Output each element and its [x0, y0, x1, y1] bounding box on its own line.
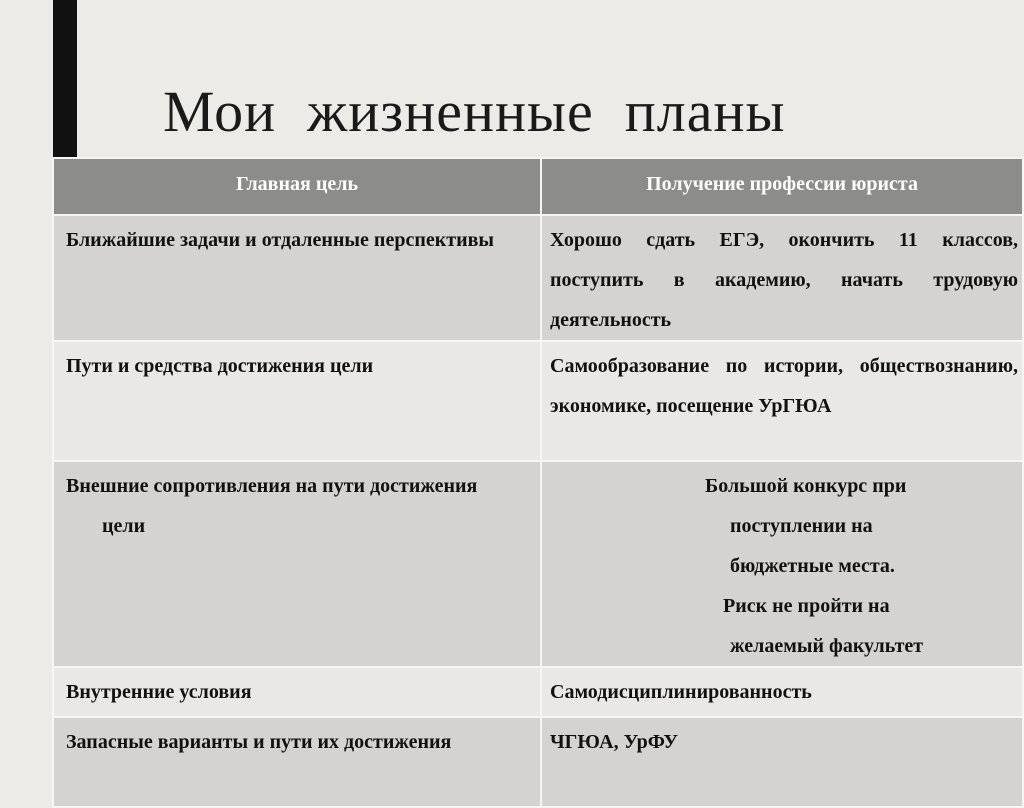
table-row	[53, 341, 1023, 461]
table-row	[53, 717, 1023, 807]
table-row	[53, 461, 1023, 667]
table-header-row	[53, 158, 1023, 215]
table-row	[53, 667, 1023, 717]
row-value: Самообразование по истории, обществознанию, экономике, посещение УрГЮА	[541, 341, 1023, 461]
header-main-goal-value: Получение профессии юриста	[541, 158, 1023, 215]
row-value: Самодисциплинированность	[541, 667, 1023, 717]
slide-title: Мои жизненные планы	[163, 79, 786, 144]
row-value: ЧГЮА, УрФУ	[541, 717, 1023, 807]
value-line: бюджетные места.	[730, 555, 895, 577]
row-value	[541, 461, 1023, 667]
row-label: Запасные варианты и пути их достижения	[53, 717, 541, 807]
row-label: Внешние сопротивления на пути достижения цели	[53, 461, 541, 667]
value-line: Большой конкурс при	[705, 475, 907, 497]
value-line: Риск не пройти на	[723, 595, 890, 617]
value-line: поступлении на	[730, 515, 873, 537]
table-row	[53, 215, 1023, 341]
row-label: Пути и средства достижения цели	[53, 341, 541, 461]
header-main-goal: Главная цель	[53, 158, 541, 215]
row-label: Ближайшие задачи и отдаленные перспективы	[53, 215, 541, 341]
row-value: Хорошо сдать ЕГЭ, окончить 11 классов, поступить в академию, начать трудовую деятельность	[541, 215, 1023, 341]
decorative-side-bar	[53, 0, 77, 157]
row-label: Внутренние условия	[53, 667, 541, 717]
value-line: желаемый факультет	[730, 635, 924, 657]
plans-table	[52, 157, 1024, 808]
